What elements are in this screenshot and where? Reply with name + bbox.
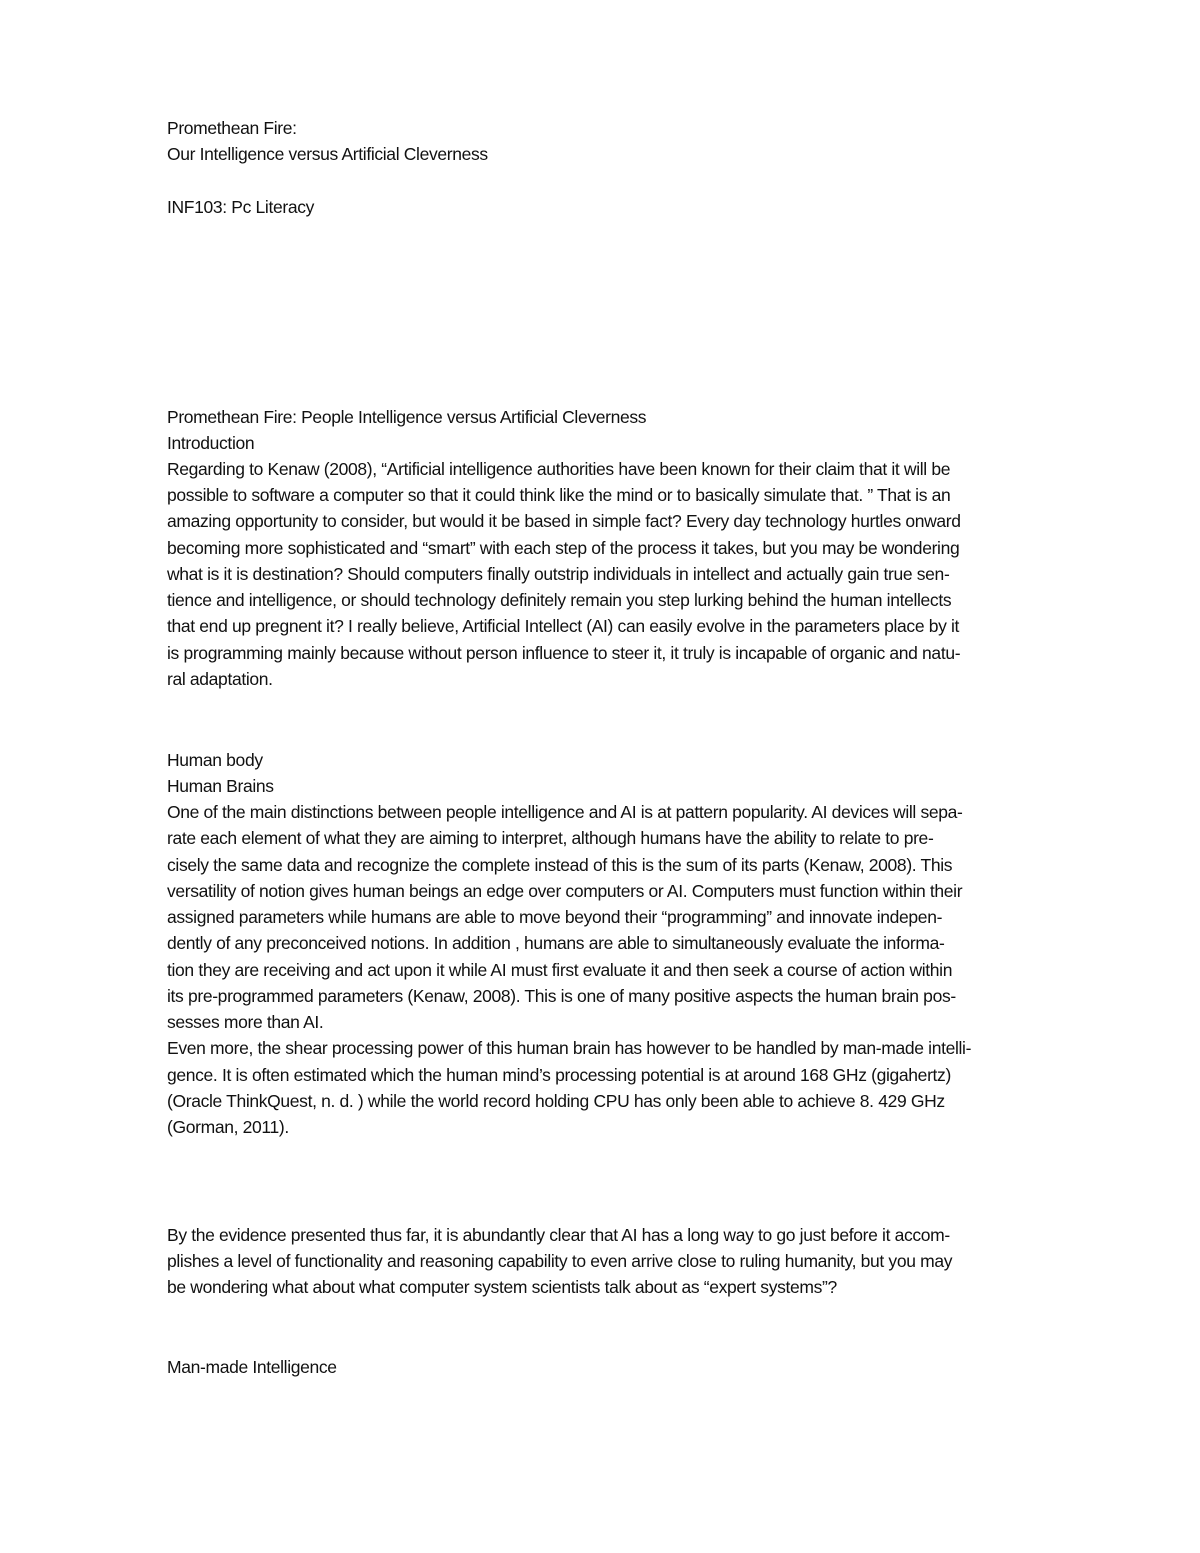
cover-title-line-1: Promethean Fire: — [167, 118, 297, 138]
cover-title-line-2: Our Intelligence versus Artificial Cleverness — [167, 144, 488, 164]
intro-line: amazing opportunity to consider, but would it be based in simple fact? Every day technology hurtles onward — [167, 511, 961, 531]
body-line: tion they are receiving and act upon it while AI must first evaluate it and then seek a course of action within — [167, 960, 953, 980]
body-line: gence. It is often estimated which the human mind’s processing potential is at around 168 GHz (gigahertz) — [167, 1065, 951, 1085]
body-line: assigned parameters while humans are able to move beyond their “programming” and innovate indepen- — [167, 907, 943, 927]
intro-line: is programming mainly because without person influence to steer it, it truly is incapable of organic and natu- — [167, 643, 961, 663]
essay-heading: Promethean Fire: People Intelligence versus Artificial Cleverness — [167, 407, 647, 427]
intro-line: possible to software a computer so that it could think like the mind or to basically simulate that. ” That is an — [167, 485, 951, 505]
intro-line: that end up pregnent it? I really believe, Artificial Intellect (AI) can easily evolve in the parameters place by it — [167, 616, 960, 636]
body-line: Even more, the shear processing power of this human brain has however to be handled by man-made intelli- — [167, 1038, 972, 1058]
introduction-heading: Introduction — [167, 433, 255, 453]
body-line: plishes a level of functionality and reasoning capability to even arrive close to ruling humanity, but you may — [167, 1251, 953, 1271]
body-line: (Gorman, 2011). — [167, 1117, 289, 1137]
intro-line: tience and intelligence, or should technology definitely remain you step lurking behind the human intellects — [167, 590, 952, 610]
final-section-heading: Man-made Intelligence — [167, 1357, 337, 1377]
body-line: By the evidence presented thus far, it is abundantly clear that AI has a long way to go just before it accom- — [167, 1225, 950, 1245]
body-line: sesses more than AI. — [167, 1012, 324, 1032]
body-line: its pre-programmed parameters (Kenaw, 2008). This is one of many positive aspects the human brain pos- — [167, 986, 956, 1006]
body-line: cisely the same data and recognize the complete instead of this is the sum of its parts (Kenaw, 2008). This — [167, 855, 953, 875]
intro-line: what is it is destination? Should computers finally outstrip individuals in intellect and actually gain true sen- — [167, 564, 950, 584]
course-name: INF103: Pc Literacy — [167, 197, 315, 217]
intro-line: becoming more sophisticated and “smart” with each step of the process it takes, but you may be wondering — [167, 538, 960, 558]
body-line: One of the main distinctions between people intelligence and AI is at pattern popularity. AI devices will sepa- — [167, 802, 963, 822]
body-line: rate each element of what they are aiming to interpret, although humans have the ability to relate to pre- — [167, 828, 934, 848]
subsection-heading: Human Brains — [167, 776, 274, 796]
intro-line: Regarding to Kenaw (2008), “Artificial intelligence authorities have been known for their claim that it will be — [167, 459, 951, 479]
body-line: be wondering what about what computer system scientists talk about as “expert systems”? — [167, 1277, 837, 1297]
body-line: (Oracle ThinkQuest, n. d. ) while the world record holding CPU has only been able to achieve 8. 429 GHz — [167, 1091, 945, 1111]
body-line: versatility of notion gives human beings an edge over computers or AI. Computers must function within their — [167, 881, 963, 901]
section-heading: Human body — [167, 750, 263, 770]
body-line: dently of any preconceived notions. In addition , humans are able to simultaneously evaluate the informa- — [167, 933, 945, 953]
intro-line: ral adaptation. — [167, 669, 273, 689]
